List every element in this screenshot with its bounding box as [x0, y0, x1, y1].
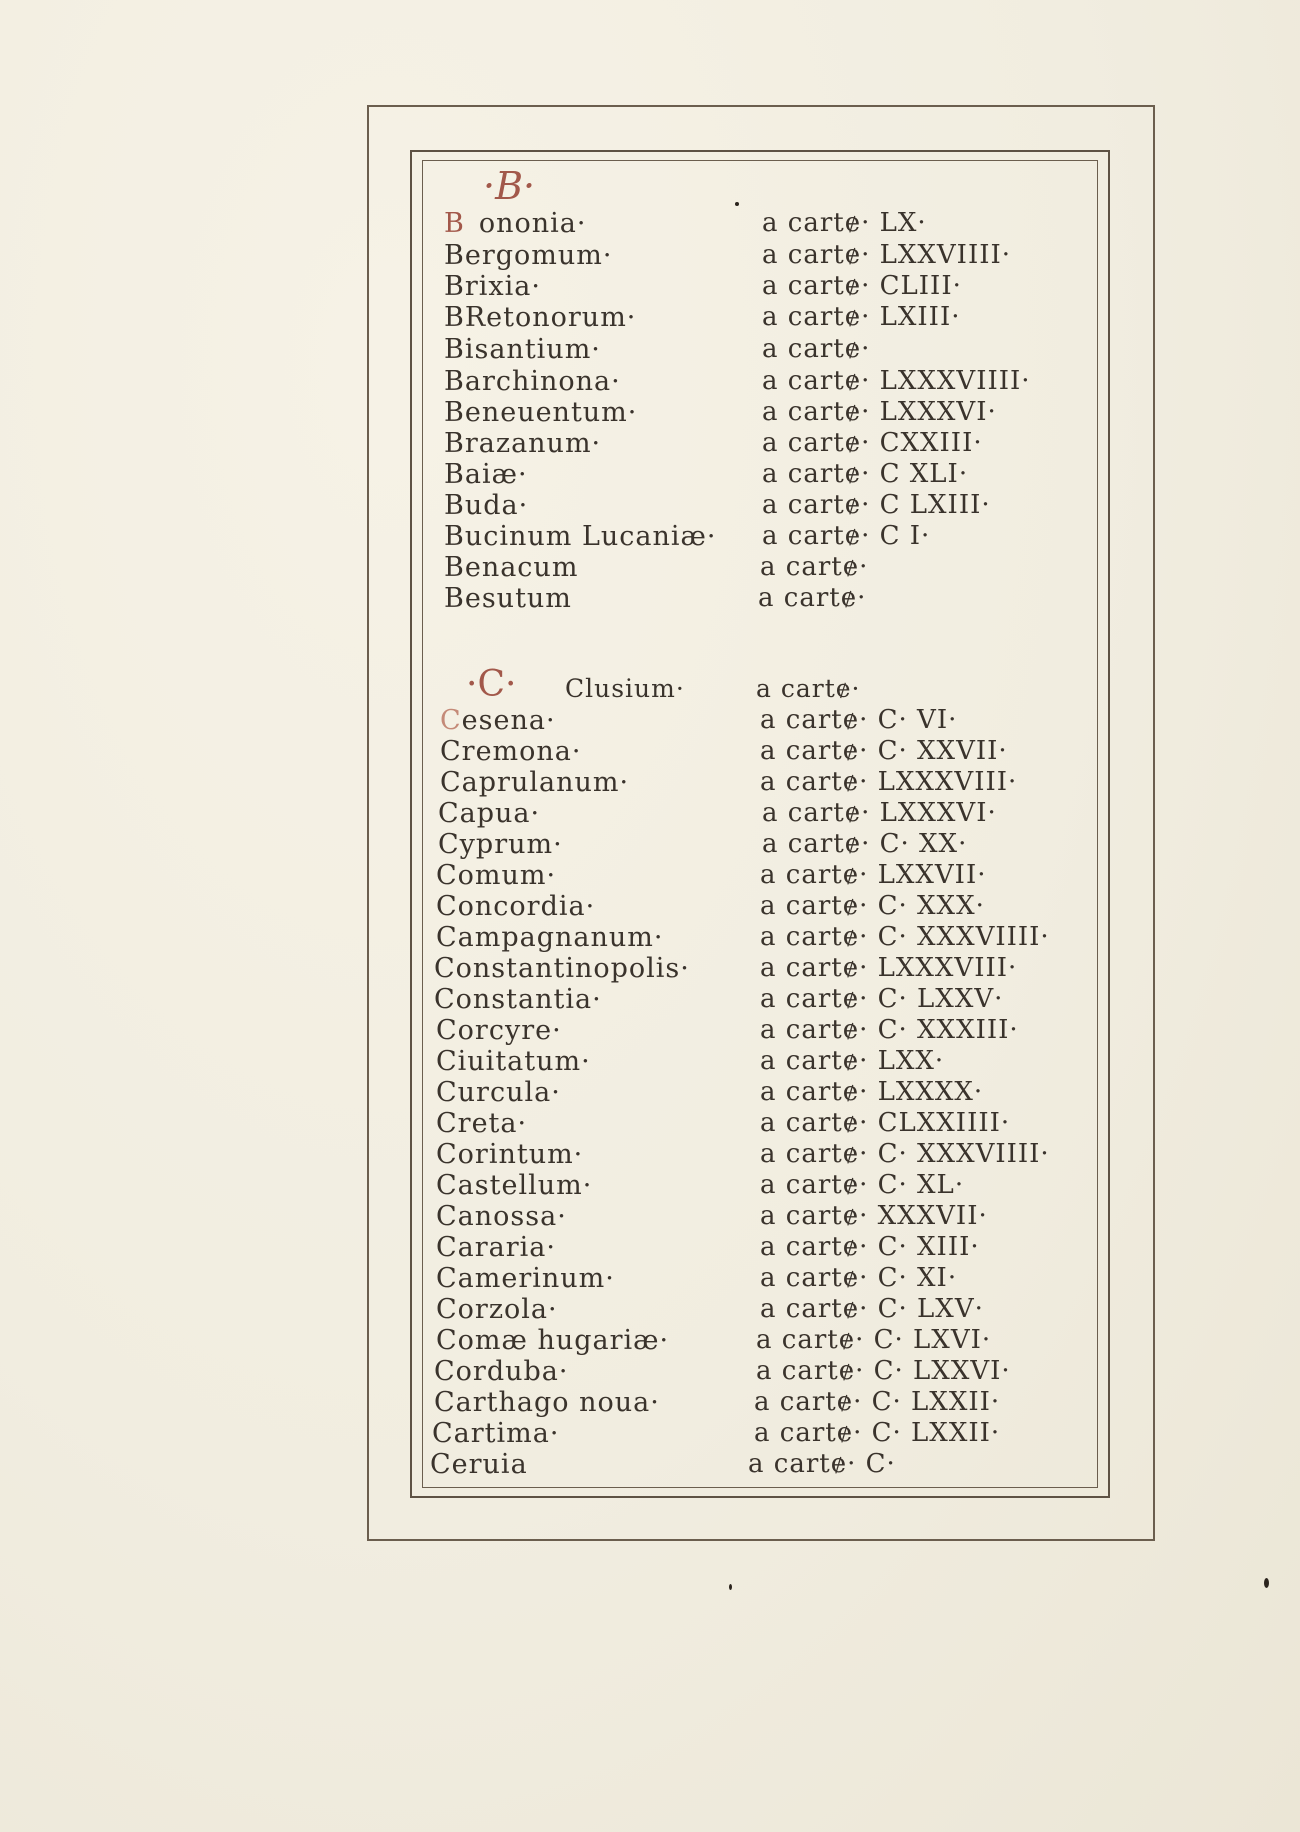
folio-reference: a cartɇ· LXXXVIII·	[760, 767, 1018, 797]
list-item	[0, 1201, 1300, 1232]
list-item	[0, 953, 1300, 984]
place-name: BRetonorum·	[444, 302, 637, 333]
list-item	[0, 860, 1300, 891]
list-item	[0, 1108, 1300, 1139]
place-name: Capua·	[438, 798, 541, 829]
list-item	[0, 583, 1300, 614]
folio-reference: a cartɇ· C· XXX·	[760, 891, 985, 921]
folio-reference: a cartɇ· C· XIII·	[760, 1232, 980, 1262]
place-name: Canossa·	[436, 1201, 567, 1232]
place-name: Comum·	[436, 860, 557, 891]
list-item	[0, 1449, 1300, 1480]
list-item	[0, 1015, 1300, 1046]
list-item	[0, 891, 1300, 922]
place-name: Clusium·	[565, 674, 685, 703]
rubricated-initial: B	[444, 208, 465, 239]
place-name: Creta·	[436, 1108, 528, 1139]
place-name: Ceruia	[430, 1449, 528, 1480]
folio-reference: a cartɇ· CLIII·	[762, 271, 962, 301]
place-name: Constantia·	[434, 984, 602, 1015]
place-name: Cartima·	[432, 1418, 560, 1449]
folio-reference: a cartɇ· C· XI·	[760, 1263, 958, 1293]
list-item	[0, 240, 1300, 271]
list-item	[0, 922, 1300, 953]
folio-reference: a cartɇ· C· XXXVIIII·	[760, 922, 1050, 952]
list-item	[0, 271, 1300, 302]
place-name: Ciuitatum·	[436, 1046, 591, 1077]
folio-reference: a cartɇ· CXXIII·	[762, 428, 983, 458]
list-item	[0, 705, 1300, 736]
place-name: Bucinum Lucaniæ·	[444, 521, 717, 552]
place-name	[444, 208, 586, 239]
place-name: Bergomum·	[444, 240, 613, 271]
folio-reference: a cartɇ· C· XL·	[760, 1170, 965, 1200]
section-b-heading-text: ·B·	[483, 164, 536, 208]
folio-reference: a cartɇ· LXXXVIIII·	[762, 366, 1031, 396]
place-name-rest: ononia·	[478, 208, 587, 239]
list-item	[0, 459, 1300, 490]
list-item	[0, 552, 1300, 583]
folio-reference: a cartɇ· LXXVII·	[760, 860, 987, 890]
list-item	[0, 1325, 1300, 1356]
folio-reference: a cartɇ·	[762, 334, 871, 364]
rubricated-initial: C	[440, 705, 462, 736]
list-item	[0, 829, 1300, 860]
folio-reference: a cartɇ·	[760, 552, 869, 582]
folio-reference: a cartɇ·	[756, 674, 861, 703]
list-item	[0, 397, 1300, 428]
folio-reference: a cartɇ· C· LXV·	[760, 1294, 984, 1324]
ink-speck	[729, 1584, 732, 1590]
list-item	[0, 1077, 1300, 1108]
folio-reference: a cartɇ· C· XXXVIIII·	[760, 1139, 1050, 1169]
folio-reference: a cartɇ· C· LXXII·	[754, 1387, 1001, 1417]
list-item	[0, 1387, 1300, 1418]
place-name: Cremona·	[440, 736, 582, 767]
folio-reference: a cartɇ· LXIII·	[762, 302, 961, 332]
place-name: Buda·	[444, 490, 529, 521]
place-name: Brazanum·	[444, 428, 602, 459]
place-name: Corduba·	[434, 1356, 569, 1387]
place-name: Corzola·	[436, 1294, 558, 1325]
folio-reference: a cartɇ· C LXIII·	[762, 490, 991, 520]
folio-reference: a cartɇ· C· XX·	[762, 829, 968, 859]
place-name: Barchinona·	[444, 366, 621, 397]
folio-reference: a cartɇ· C XLI·	[762, 459, 969, 489]
list-item	[0, 490, 1300, 521]
folio-reference: a cartɇ· C· LXXVI·	[756, 1356, 1011, 1386]
folio-reference: a cartɇ· LXXXX·	[760, 1077, 984, 1107]
list-item	[0, 1046, 1300, 1077]
list-item	[0, 1263, 1300, 1294]
place-name	[440, 705, 556, 736]
place-name: Cararia·	[436, 1232, 556, 1263]
list-item	[0, 334, 1300, 365]
place-name: Brixia·	[444, 271, 541, 302]
section-c-heading: ·C·	[466, 664, 517, 705]
folio-reference: a cartɇ· LX·	[762, 208, 927, 238]
folio-reference: a cartɇ· C· LXVI·	[756, 1325, 992, 1355]
place-name: Cyprum·	[438, 829, 563, 860]
list-item	[0, 1418, 1300, 1449]
place-name: Campagnanum·	[436, 922, 664, 953]
list-item	[0, 302, 1300, 333]
list-item	[0, 767, 1300, 798]
folio-reference: a cartɇ· LXXXVIII·	[760, 953, 1018, 983]
folio-reference: a cartɇ·	[758, 583, 867, 613]
place-name: Castellum·	[436, 1170, 593, 1201]
list-item	[0, 736, 1300, 767]
place-name: Corcyre·	[436, 1015, 562, 1046]
folio-reference: a cartɇ· C· LXXV·	[760, 984, 1004, 1014]
list-item	[0, 798, 1300, 829]
folio-reference: a cartɇ· C· XXVII·	[760, 736, 1008, 766]
place-name: Curcula·	[436, 1077, 561, 1108]
place-name: Bisantium·	[444, 334, 601, 365]
folio-reference: a cartɇ· C· VI·	[760, 705, 958, 735]
place-name: Caprulanum·	[440, 767, 630, 798]
folio-reference: a cartɇ· C· LXXII·	[754, 1418, 1001, 1448]
folio-reference: a cartɇ· LXXVIIII·	[762, 240, 1012, 270]
place-name: Concordia·	[436, 891, 596, 922]
folio-reference: a cartɇ· LXXXVI·	[762, 397, 997, 427]
place-name: Besutum	[444, 583, 572, 614]
folio-reference: a cartɇ· XXXVII·	[760, 1201, 988, 1231]
place-name: Beneuentum·	[444, 397, 638, 428]
list-item	[0, 521, 1300, 552]
folio-reference: a cartɇ· CLXXIIII·	[760, 1108, 1011, 1138]
list-item	[0, 1170, 1300, 1201]
list-item	[0, 1294, 1300, 1325]
list-item	[0, 208, 1300, 239]
folio-reference: a cartɇ· LXXXVI·	[762, 798, 997, 828]
folio-reference: a cartɇ· LXX·	[760, 1046, 945, 1076]
place-name: Carthago noua·	[434, 1387, 660, 1418]
place-name: Comæ hugariæ·	[436, 1325, 670, 1356]
place-name: Benacum	[444, 552, 579, 583]
ink-speck	[735, 202, 739, 206]
list-item	[0, 428, 1300, 459]
list-item	[0, 366, 1300, 397]
place-name: Corintum·	[436, 1139, 584, 1170]
folio-reference: a cartɇ· C·	[748, 1449, 896, 1479]
list-item	[0, 1139, 1300, 1170]
list-item	[0, 984, 1300, 1015]
place-name-rest: esena·	[461, 705, 556, 736]
folio-reference: a cartɇ· C I·	[762, 521, 931, 551]
list-item	[0, 1232, 1300, 1263]
ink-speck	[1264, 1578, 1269, 1588]
place-name: Camerinum·	[436, 1263, 615, 1294]
place-name: Baiæ·	[444, 459, 528, 490]
list-item	[0, 1356, 1300, 1387]
folio-reference: a cartɇ· C· XXXIII·	[760, 1015, 1019, 1045]
place-name: Constantinopolis·	[434, 953, 690, 984]
